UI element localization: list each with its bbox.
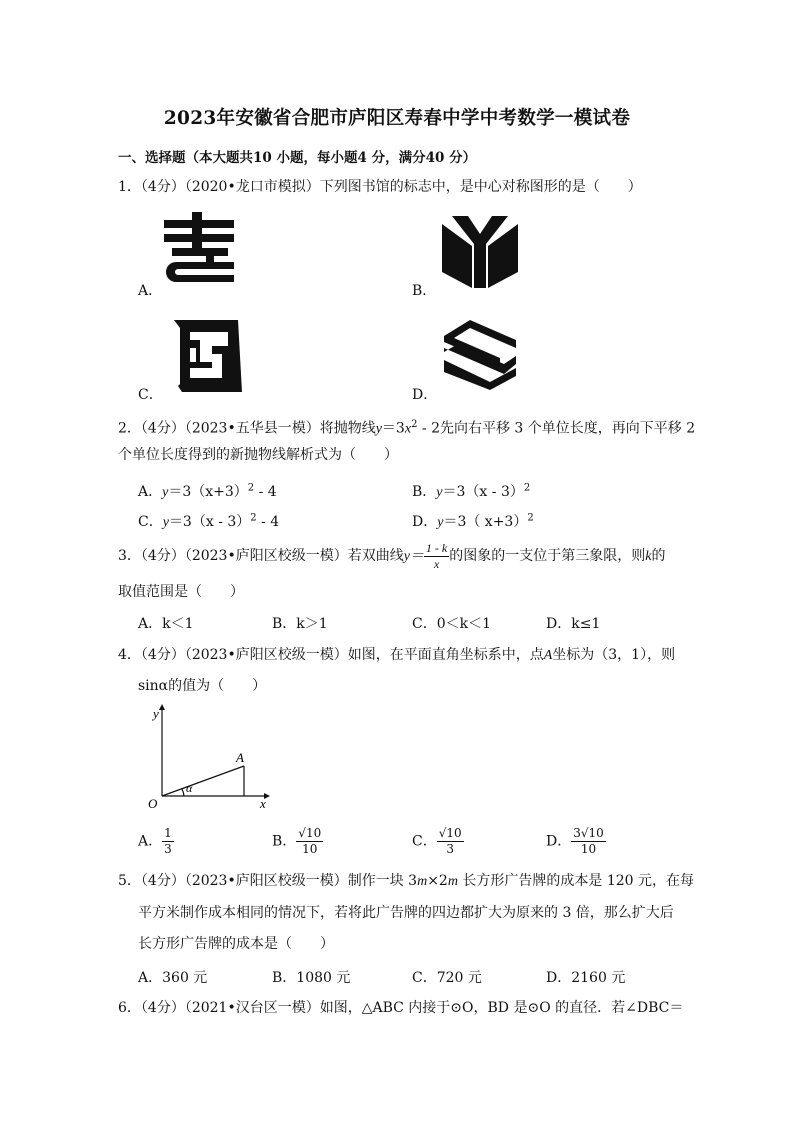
question-5-line1: 5．（4分）（2023•庐阳区校级一模）制作一块 3m×2m 长方形广告牌的成本是 120 元，在每 [118, 873, 695, 889]
question-3-line1: 3．（4分）（2023•庐阳区校级一模）若双曲线y＝ $\frac{1 - k}{x}$ 的图象的一支位于第三象限，则k的 [118, 540, 666, 571]
q3-option-c[interactable]: C．0＜k＜1 [412, 616, 492, 632]
question-4-line2: sinα的值为（ ） [138, 678, 267, 694]
q5-option-d[interactable]: D．2160 元 [546, 970, 626, 986]
q1-option-a-label: A． [138, 283, 163, 299]
question-5-line3: 长方形广告牌的成本是（ ） [138, 936, 334, 952]
figure-x-label: x [260, 796, 266, 811]
library-logo-d-icon [440, 318, 520, 390]
q3-option-b[interactable]: B．k＞1 [272, 616, 328, 632]
q4-option-b[interactable]: B． $\frac{√10}{10}$ [272, 826, 322, 856]
library-logo-b-icon [440, 214, 520, 290]
q5-option-c[interactable]: C．720 元 [412, 970, 482, 986]
section-heading: 一、选择题（本大题共10 小题，每小题4 分，满分40 分） [118, 150, 477, 166]
figure-origin-label: O [148, 796, 158, 811]
question-1-stem: 1．（4分）（2020•龙口市模拟）下列图书馆的标志中，是中心对称图形的是（ ） [118, 179, 642, 195]
q4-option-c[interactable]: C． $\frac{√10}{3}$ [412, 826, 462, 856]
question-5-line2: 平方米制作成本相同的情况下，若将此广告牌的四边都扩大为原来的 3 倍，那么扩大后 [138, 905, 674, 921]
q4-option-a[interactable]: A． $\frac{1}{3}$ [138, 826, 172, 856]
q3-fraction: $\frac{1 - k}{x}$ [425, 540, 448, 571]
q5-option-a[interactable]: A．360 元 [138, 970, 208, 986]
q3-option-d[interactable]: D．k≤1 [546, 616, 601, 632]
q1-option-b-label: B． [412, 283, 437, 299]
library-logo-a-icon [162, 212, 240, 288]
question-2-line1: 2．（4分）（2023•五华县一模）将抛物线$y=3x^2 - 2$先向右平移 3 个单位长度，再向下平移 2 [118, 419, 696, 437]
question-4-line1: 4．（4分）（2023•庐阳区校级一模）如图，在平面直角坐标系中，点A坐标为（3，1），则 [118, 647, 676, 663]
question-2-line2: 个单位长度得到的新抛物线解析式为（ ） [118, 447, 398, 463]
q5-option-b[interactable]: B．1080 元 [272, 970, 351, 986]
page-title: 2023年安徽省合肥市庐阳区寿春中学中考数学一模试卷 [163, 108, 631, 129]
figure-point-a-label: A [236, 750, 244, 765]
question-6-line1: 6．（4分）（2021•汉台区一模）如图，△ABC 内接于⊙O，BD 是⊙O 的直径．若∠DBC＝ [118, 1000, 684, 1016]
q1-option-c-label: C． [138, 387, 163, 403]
figure-alpha-label: α [186, 781, 193, 795]
q2-option-b[interactable]: B．y＝3（x - 3）$^2$ [412, 482, 531, 500]
q1-option-d-label: D． [412, 387, 438, 403]
library-logo-c-icon [166, 318, 246, 394]
figure-y-label: y [153, 706, 159, 721]
q3-option-a[interactable]: A．k＜1 [138, 616, 194, 632]
question-3-line2: 取值范围是（ ） [118, 584, 244, 600]
q2-option-d[interactable]: D．y＝3（ x+3）$^2$ [412, 512, 534, 530]
coordinate-figure [140, 700, 280, 812]
q4-option-d[interactable]: D． $\frac{3√10}{10}$ [546, 826, 604, 856]
q2-option-c[interactable]: C．y＝3（x - 3）$^2$ - 4 [138, 512, 280, 530]
q2-option-a[interactable]: A．$y=3(x+3)^2 - 4$ [138, 482, 277, 500]
